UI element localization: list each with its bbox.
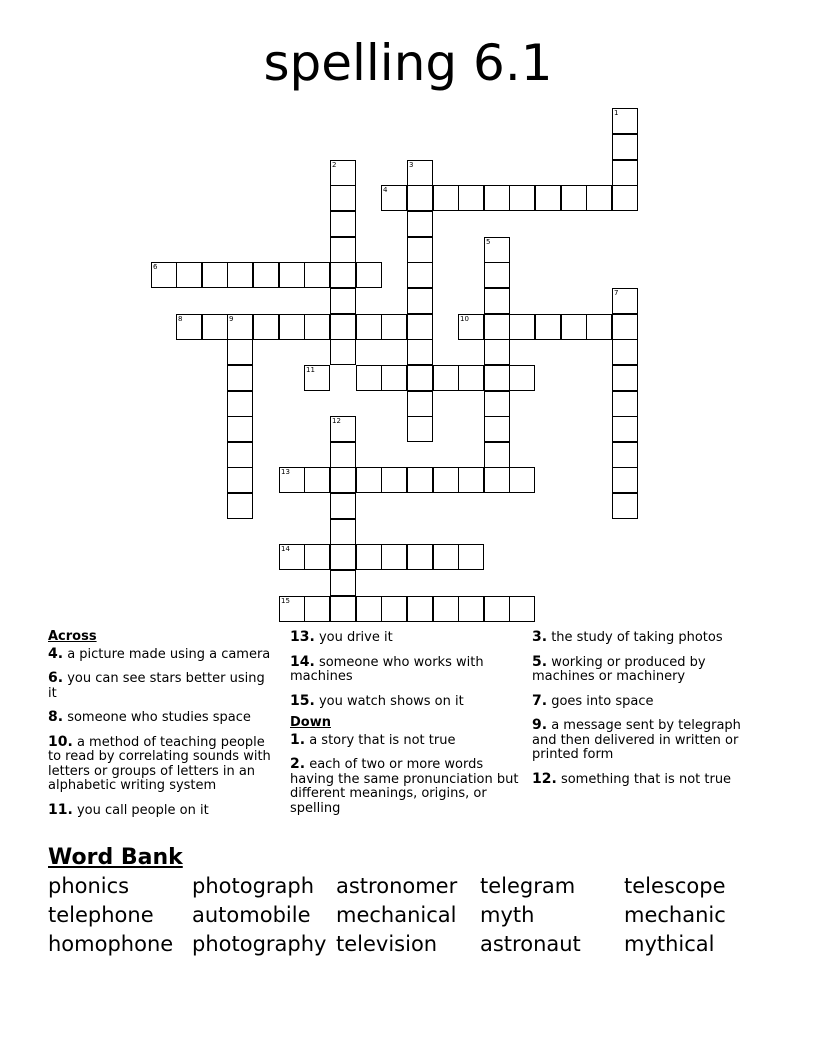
clue-text: you watch shows on it xyxy=(314,693,464,709)
clue-text: someone who works with machines xyxy=(290,654,484,684)
grid-cell[interactable] xyxy=(304,314,330,340)
clue-number: 9. xyxy=(532,717,548,733)
grid-cell[interactable] xyxy=(356,544,382,570)
clue-item xyxy=(532,718,758,763)
grid-cell[interactable] xyxy=(535,185,561,211)
grid-cell[interactable] xyxy=(407,544,433,570)
grid-cell[interactable] xyxy=(458,596,484,622)
grid-cell[interactable] xyxy=(484,442,510,468)
grid-cell[interactable] xyxy=(433,596,459,622)
clue-item xyxy=(532,655,758,685)
grid-cell[interactable] xyxy=(202,314,228,340)
grid-cell[interactable] xyxy=(381,596,407,622)
clue-number: 14. xyxy=(290,653,315,670)
grid-cell[interactable] xyxy=(330,262,356,288)
grid-cell[interactable] xyxy=(381,314,407,340)
grid-cell[interactable] xyxy=(484,596,510,622)
grid-cell[interactable] xyxy=(407,391,433,417)
clue-number-2: 2 xyxy=(332,161,337,169)
clue-number-9: 9 xyxy=(229,315,234,323)
grid-cell[interactable] xyxy=(227,391,253,417)
word-bank-word: myth xyxy=(480,903,535,927)
grid-cell[interactable] xyxy=(612,134,638,160)
clue-number-10: 10 xyxy=(460,315,469,323)
grid-cell[interactable] xyxy=(253,262,279,288)
clue-number-5: 5 xyxy=(486,238,491,246)
grid-cell[interactable] xyxy=(612,160,638,186)
grid-cell[interactable] xyxy=(458,365,484,391)
clue-item xyxy=(532,694,758,710)
grid-cell[interactable] xyxy=(202,262,228,288)
grid-cell[interactable] xyxy=(484,339,510,365)
grid-cell[interactable] xyxy=(612,442,638,468)
grid-cell[interactable] xyxy=(381,467,407,493)
grid-cell[interactable] xyxy=(612,493,638,519)
grid-cell[interactable] xyxy=(330,442,356,468)
clues-column-2 xyxy=(290,630,526,825)
clue-item xyxy=(290,757,526,816)
across-clue-list xyxy=(48,647,276,819)
clue-item xyxy=(48,671,276,701)
word-bank-word: telegram xyxy=(480,874,576,898)
word-bank-word: photograph xyxy=(192,874,315,898)
word-bank-word: astronomer xyxy=(336,874,458,898)
word-bank-word: mechanical xyxy=(336,903,457,927)
clue-number: 11. xyxy=(48,801,73,818)
clue-text: each of two or more words having the same pronunciation but different meanings, origins, or spelling xyxy=(290,757,519,816)
grid-cell[interactable] xyxy=(330,211,356,237)
grid-cell[interactable] xyxy=(407,339,433,365)
grid-cell[interactable] xyxy=(458,185,484,211)
page-title: spelling 6.1 xyxy=(263,34,553,92)
word-bank-word: homophone xyxy=(48,932,174,956)
clues-column-1 xyxy=(48,630,276,827)
grid-cell[interactable] xyxy=(356,314,382,340)
clue-item xyxy=(532,772,758,788)
grid-cell[interactable] xyxy=(330,570,356,596)
grid-cell[interactable] xyxy=(484,365,510,391)
grid-cell[interactable] xyxy=(407,314,433,340)
grid-cell[interactable] xyxy=(433,185,459,211)
clue-text: you call people on it xyxy=(72,802,209,818)
grid-cell[interactable] xyxy=(227,493,253,519)
word-bank-word: astronaut xyxy=(480,932,581,956)
grid-cell[interactable] xyxy=(612,365,638,391)
grid-cell[interactable] xyxy=(330,544,356,570)
clue-number-7: 7 xyxy=(614,289,619,297)
clue-number: 13. xyxy=(290,629,315,645)
grid-cell[interactable] xyxy=(535,314,561,340)
grid-cell[interactable] xyxy=(407,416,433,442)
clue-text: a message sent by telegraph and then delivered in written or printed form xyxy=(532,718,741,762)
across-clue-list-continued xyxy=(290,630,526,709)
grid-cell[interactable] xyxy=(356,262,382,288)
clue-number-12: 12 xyxy=(332,417,341,425)
clue-number-6: 6 xyxy=(153,263,158,271)
grid-cell[interactable] xyxy=(484,467,510,493)
grid-cell[interactable] xyxy=(458,544,484,570)
grid-cell[interactable] xyxy=(330,339,356,365)
grid-cell[interactable] xyxy=(407,185,433,211)
clue-number: 2. xyxy=(290,756,306,772)
grid-cell[interactable] xyxy=(484,416,510,442)
grid-cell[interactable] xyxy=(407,262,433,288)
clue-item xyxy=(532,630,758,646)
word-bank-word: telephone xyxy=(48,903,154,927)
clue-text: a picture made using a camera xyxy=(63,646,271,662)
clue-item xyxy=(290,655,526,685)
clue-number: 6. xyxy=(48,670,64,686)
grid-cell[interactable] xyxy=(227,416,253,442)
grid-cell[interactable] xyxy=(330,237,356,263)
grid-cell[interactable] xyxy=(330,467,356,493)
grid-cell[interactable] xyxy=(561,185,587,211)
clue-number-8: 8 xyxy=(178,315,183,323)
word-bank-word: phonics xyxy=(48,874,130,898)
grid-cell[interactable] xyxy=(407,237,433,263)
grid-cell[interactable] xyxy=(330,596,356,622)
grid-cell[interactable] xyxy=(407,365,433,391)
clue-item xyxy=(48,735,276,794)
grid-cell[interactable] xyxy=(433,544,459,570)
clue-text: someone who studies space xyxy=(63,710,251,725)
word-bank-word: automobile xyxy=(192,903,311,927)
grid-cell[interactable] xyxy=(356,596,382,622)
word-bank-word: mechanic xyxy=(624,903,726,927)
clue-number-13: 13 xyxy=(281,468,290,476)
grid-cell[interactable] xyxy=(253,314,279,340)
word-bank-word: photography xyxy=(192,932,327,956)
word-bank xyxy=(48,873,768,957)
clue-text: you drive it xyxy=(314,630,393,645)
clue-number-15: 15 xyxy=(281,597,290,605)
clue-text: a method of teaching people to read by correlating sounds with letters or groups of letters in an alphabetic writing system xyxy=(48,734,271,793)
grid-cell[interactable] xyxy=(227,442,253,468)
grid-cell[interactable] xyxy=(407,467,433,493)
grid-cell[interactable] xyxy=(227,467,253,493)
word-bank-word: television xyxy=(336,932,438,956)
grid-cell[interactable] xyxy=(330,519,356,545)
grid-cell[interactable] xyxy=(612,416,638,442)
grid-cell[interactable] xyxy=(356,467,382,493)
clue-text: the study of taking photos xyxy=(547,630,723,645)
grid-cell[interactable] xyxy=(356,365,382,391)
clue-number-14: 14 xyxy=(281,545,290,553)
grid-cell[interactable] xyxy=(407,288,433,314)
clue-item xyxy=(290,630,526,646)
grid-cell[interactable] xyxy=(227,365,253,391)
grid-cell[interactable] xyxy=(586,185,612,211)
grid-cell[interactable] xyxy=(612,467,638,493)
grid-cell[interactable] xyxy=(433,467,459,493)
grid-cell[interactable] xyxy=(484,262,510,288)
grid-cell[interactable] xyxy=(484,288,510,314)
down-clue-list xyxy=(290,733,526,817)
grid-cell[interactable] xyxy=(509,467,535,493)
clues-column-3 xyxy=(532,630,758,796)
grid-cell[interactable] xyxy=(330,314,356,340)
clue-number: 1. xyxy=(290,731,306,748)
clue-number: 4. xyxy=(48,645,64,662)
grid-cell[interactable] xyxy=(381,544,407,570)
grid-cell[interactable] xyxy=(509,314,535,340)
grid-cell[interactable] xyxy=(484,185,510,211)
clue-text: you can see stars better using it xyxy=(48,671,265,701)
clue-text: working or produced by machines or machinery xyxy=(532,654,706,684)
grid-cell[interactable] xyxy=(612,185,638,211)
grid-cell[interactable] xyxy=(176,262,202,288)
grid-cell[interactable] xyxy=(484,391,510,417)
grid-cell[interactable] xyxy=(407,596,433,622)
grid-cell[interactable] xyxy=(612,339,638,365)
grid-cell[interactable] xyxy=(484,314,510,340)
word-bank-word: telescope xyxy=(624,874,726,898)
grid-cell[interactable] xyxy=(407,211,433,237)
clue-number: 15. xyxy=(290,692,315,709)
clue-number-1: 1 xyxy=(614,109,619,117)
grid-cell[interactable] xyxy=(561,314,587,340)
grid-cell[interactable] xyxy=(304,596,330,622)
grid-cell[interactable] xyxy=(433,365,459,391)
grid-cell[interactable] xyxy=(279,262,305,288)
grid-cell[interactable] xyxy=(304,262,330,288)
grid-cell[interactable] xyxy=(330,288,356,314)
grid-cell[interactable] xyxy=(509,365,535,391)
clue-item xyxy=(290,733,526,749)
grid-cell[interactable] xyxy=(304,467,330,493)
clue-text: something that is not true xyxy=(556,771,732,787)
grid-cell[interactable] xyxy=(330,185,356,211)
word-bank-title: Word Bank xyxy=(48,845,183,870)
down-heading: Down xyxy=(290,715,331,730)
word-bank-word: mythical xyxy=(624,932,715,956)
grid-cell[interactable] xyxy=(509,596,535,622)
clue-number-3: 3 xyxy=(409,161,414,169)
grid-cell[interactable] xyxy=(279,314,305,340)
grid-cell[interactable] xyxy=(509,185,535,211)
clue-item xyxy=(48,647,276,663)
down-clue-list-continued xyxy=(532,630,758,787)
grid-cell[interactable] xyxy=(330,493,356,519)
across-heading: Across xyxy=(48,629,97,644)
clue-number: 12. xyxy=(532,770,557,787)
grid-cell[interactable] xyxy=(586,314,612,340)
grid-cell[interactable] xyxy=(612,391,638,417)
clue-number: 8. xyxy=(48,709,64,725)
grid-cell[interactable] xyxy=(458,467,484,493)
clue-text: goes into space xyxy=(547,693,654,709)
clue-number: 5. xyxy=(532,653,548,670)
clue-text: a story that is not true xyxy=(305,732,456,748)
clue-number: 7. xyxy=(532,692,548,709)
grid-cell[interactable] xyxy=(227,339,253,365)
clue-item xyxy=(48,710,276,726)
grid-cell[interactable] xyxy=(304,544,330,570)
clue-number: 10. xyxy=(48,733,73,750)
grid-cell[interactable] xyxy=(227,262,253,288)
clue-number-11: 11 xyxy=(306,366,315,374)
grid-cell[interactable] xyxy=(381,365,407,391)
clue-number-4: 4 xyxy=(383,186,388,194)
grid-cell[interactable] xyxy=(612,314,638,340)
clue-item xyxy=(48,803,276,819)
clue-item xyxy=(290,694,526,710)
clue-number: 3. xyxy=(532,629,548,645)
